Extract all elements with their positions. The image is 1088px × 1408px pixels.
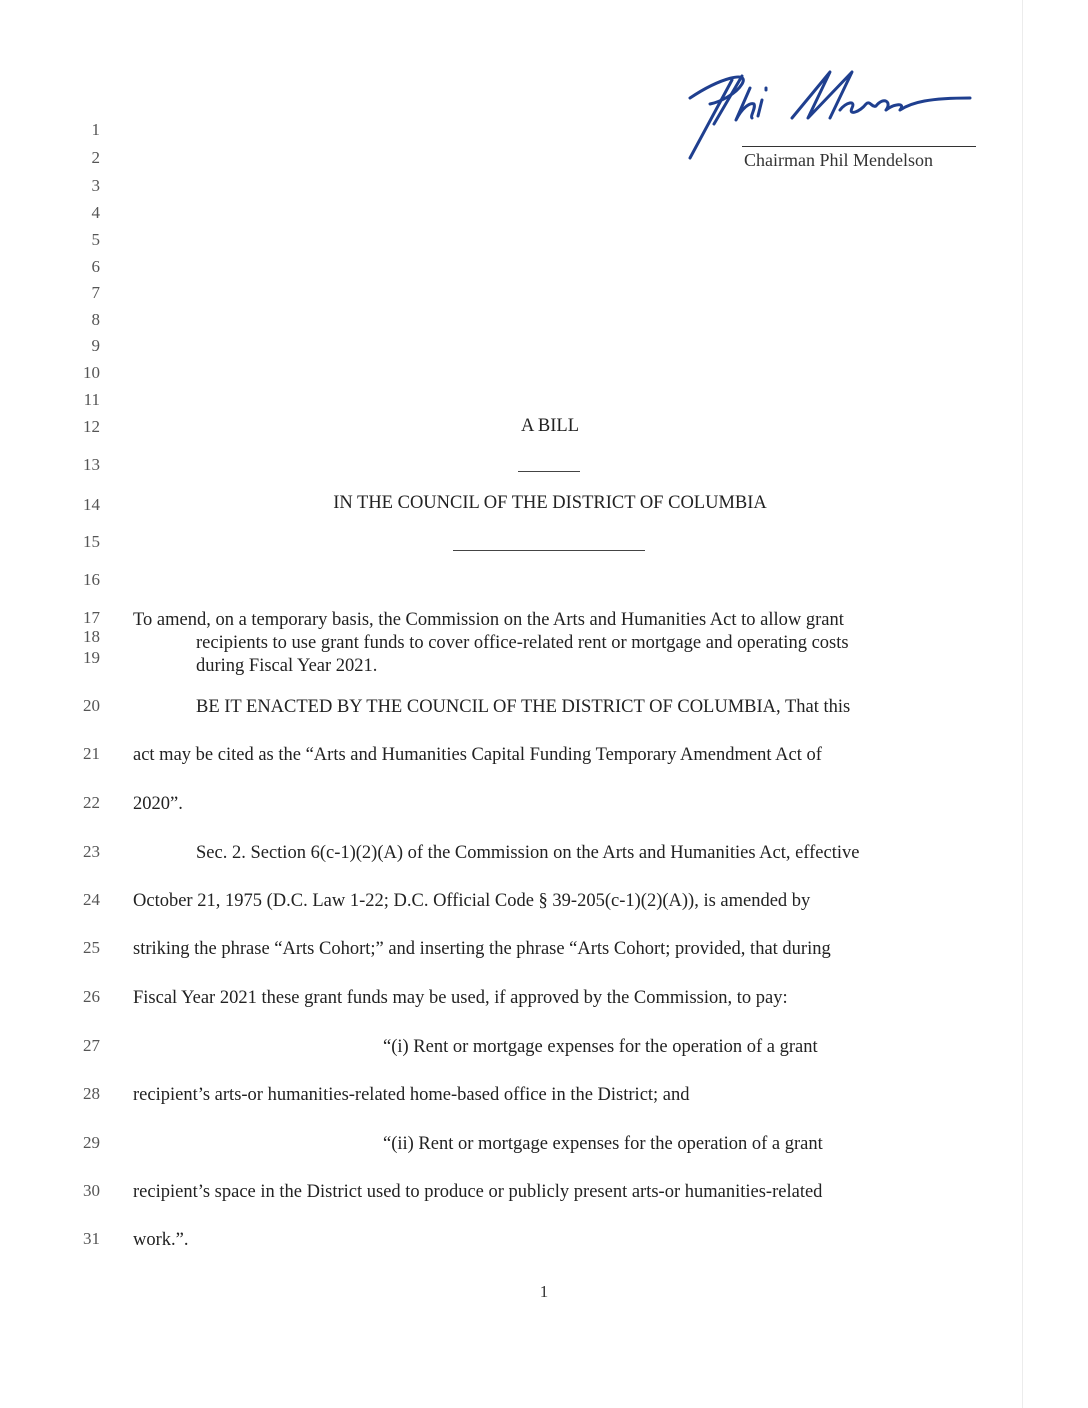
line-number: 2 bbox=[91, 148, 100, 167]
line-number: 16 bbox=[83, 570, 100, 589]
line-number: 4 bbox=[91, 203, 100, 222]
line-number: 21 bbox=[83, 744, 100, 763]
body-line: October 21, 1975 (D.C. Law 1-22; D.C. Official Code § 39-205(c-1)(2)(A)), is amended by bbox=[133, 891, 811, 911]
signature-block bbox=[680, 58, 980, 188]
subparagraph-line: “(ii) Rent or mortgage expenses for the operation of a grant bbox=[383, 1134, 823, 1154]
line-number: 31 bbox=[83, 1229, 100, 1248]
body-line: striking the phrase “Arts Cohort;” and inserting the phrase “Arts Cohort; provided, that during bbox=[133, 939, 831, 959]
line-number: 15 bbox=[83, 532, 100, 551]
title-line: during Fiscal Year 2021. bbox=[196, 656, 378, 676]
body-line: recipient’s space in the District used to produce or publicly present arts-or humanities-related bbox=[133, 1182, 823, 1202]
line-number: 13 bbox=[83, 455, 100, 474]
council-heading: IN THE COUNCIL OF THE DISTRICT OF COLUMBIA bbox=[333, 493, 767, 513]
line-number: 20 bbox=[83, 696, 100, 715]
line-number: 29 bbox=[83, 1133, 100, 1152]
line-number: 3 bbox=[91, 176, 100, 195]
line-number: 6 bbox=[91, 257, 100, 276]
signature-caption: Chairman Phil Mendelson bbox=[744, 150, 933, 170]
line-number: 22 bbox=[83, 793, 100, 812]
line-number: 9 bbox=[91, 336, 100, 355]
title-line: To amend, on a temporary basis, the Commission on the Arts and Humanities Act to allow grant bbox=[133, 610, 844, 630]
line-number: 26 bbox=[83, 987, 100, 1006]
line-number: 17 bbox=[83, 608, 100, 627]
body-line: Fiscal Year 2021 these grant funds may be used, if approved by the Commission, to pay: bbox=[133, 988, 788, 1008]
line-number: 5 bbox=[91, 230, 100, 249]
line-number: 23 bbox=[83, 842, 100, 861]
line-number: 1 bbox=[91, 120, 100, 139]
page-edge-shadow bbox=[1022, 0, 1023, 1408]
line-number: 27 bbox=[83, 1036, 100, 1055]
line-number: 30 bbox=[83, 1181, 100, 1200]
body-line: work.”. bbox=[133, 1230, 189, 1250]
page-number: 1 bbox=[539, 1282, 549, 1301]
line-number: 12 bbox=[83, 417, 100, 436]
bill-heading: A BILL bbox=[520, 416, 580, 436]
line-number: 8 bbox=[91, 310, 100, 329]
line-number: 11 bbox=[83, 390, 100, 409]
body-line: recipient’s arts-or humanities-related home-based office in the District; and bbox=[133, 1085, 690, 1105]
title-line: recipients to use grant funds to cover office-related rent or mortgage and operating costs bbox=[196, 633, 849, 653]
line-number: 19 bbox=[83, 648, 100, 667]
line-number: 28 bbox=[83, 1084, 100, 1103]
signature-line bbox=[742, 146, 976, 147]
section-line: Sec. 2. Section 6(c-1)(2)(A) of the Commission on the Arts and Humanities Act, effective bbox=[196, 843, 860, 863]
line-number: 14 bbox=[83, 495, 100, 514]
enacting-clause: BE IT ENACTED BY THE COUNCIL OF THE DISTRICT OF COLUMBIA, That this bbox=[196, 697, 851, 717]
line-number: 24 bbox=[83, 890, 100, 909]
line-number: 18 bbox=[83, 627, 100, 646]
line-number: 7 bbox=[91, 283, 100, 302]
line-number: 25 bbox=[83, 938, 100, 957]
heading-rule-long bbox=[453, 550, 645, 551]
subparagraph-line: “(i) Rent or mortgage expenses for the operation of a grant bbox=[383, 1037, 818, 1057]
body-line: act may be cited as the “Arts and Humanities Capital Funding Temporary Amendment Act of bbox=[133, 745, 822, 765]
line-number: 10 bbox=[83, 363, 100, 382]
heading-rule-short bbox=[518, 471, 580, 472]
body-line: 2020”. bbox=[133, 794, 183, 814]
